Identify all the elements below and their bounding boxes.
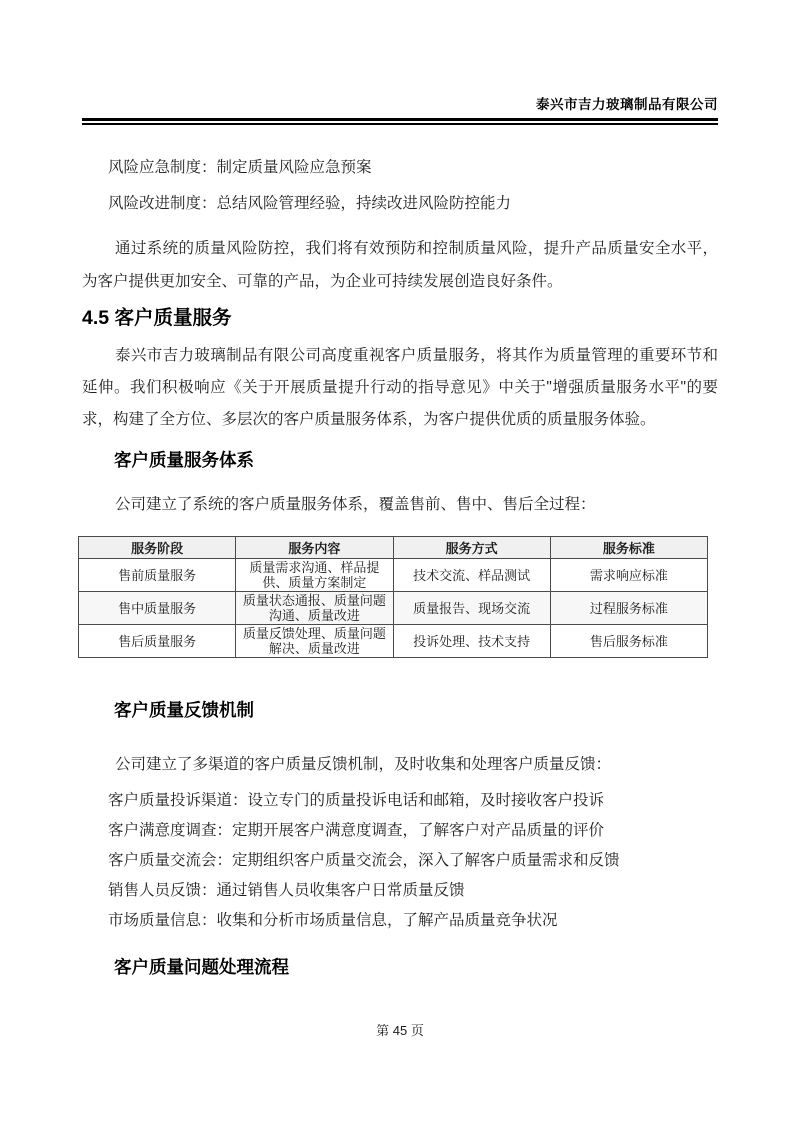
risk-line-emergency: 风险应急制度：制定质量风险应急预案: [108, 159, 372, 176]
feedback-item-satisfaction-survey: 客户满意度调查：定期开展客户满意度调查，了解客户对产品质量的评价: [108, 822, 605, 839]
header-company-name: 泰兴市吉力玻璃制品有限公司: [536, 97, 718, 112]
feedback-item-market-info: 市场质量信息：收集和分析市场质量信息，了解产品质量竞争状况: [108, 912, 558, 929]
section-intro-paragraph: 泰兴市吉力玻璃制品有限公司高度重视客户质量服务，将其作为质量管理的重要环节和延伸。我们积极响应《关于开展质量提升行动的指导意见》中关于"增强质量服务水平"的要求，构建了全方位、多层次的客户质量服务体系，为客户提供优质的质量服务体验。: [82, 347, 718, 428]
risk-line-improvement: 风险改进制度：总结风险管理经验，持续改进风险防控能力: [108, 195, 512, 212]
header-double-rule: [82, 118, 718, 125]
subsection-heading-service-system: 客户质量服务体系: [114, 450, 254, 470]
section-heading-4-5: 4.5 客户质量服务: [82, 307, 232, 329]
feedback-item-exchange-meeting: 客户质量交流会：定期组织客户质量交流会，深入了解客户质量需求和反馈: [108, 852, 620, 869]
table-header-stage: 服务阶段: [79, 537, 236, 559]
table-cell: 质量反馈处理、质量问题解决、质量改进: [236, 625, 393, 658]
table-cell: 技术交流、样品测试: [393, 559, 550, 592]
service-table: [78, 536, 708, 658]
subsection-heading-problem-process: 客户质量问题处理流程: [114, 957, 289, 977]
feedback-list: [82, 786, 718, 936]
table-cell: 售中质量服务: [79, 592, 236, 625]
table-header-standard: 服务标准: [550, 537, 707, 559]
table-cell: 过程服务标准: [550, 592, 707, 625]
table-cell: 投诉处理、技术支持: [393, 625, 550, 658]
table-cell: 质量状态通报、质量问题沟通、质量改进: [236, 592, 393, 625]
feedback-intro: 公司建立了多渠道的客户质量反馈机制，及时收集和处理客户质量反馈：: [115, 756, 612, 773]
table-cell: 需求响应标准: [550, 559, 707, 592]
table-header-row: [79, 537, 708, 559]
feedback-item-complaint-channel: 客户质量投诉渠道：设立专门的质量投诉电话和邮箱，及时接收客户投诉: [108, 792, 605, 809]
table-row-midsale: [79, 592, 708, 625]
table-row-presale: [79, 559, 708, 592]
subsection-heading-feedback: 客户质量反馈机制: [114, 700, 254, 720]
table-cell: 售后质量服务: [79, 625, 236, 658]
table-header-method: 服务方式: [393, 537, 550, 559]
table-cell: 售后服务标准: [550, 625, 707, 658]
table-cell: 售前质量服务: [79, 559, 236, 592]
page-number: 第 45 页: [376, 1023, 424, 1038]
table-header-content: 服务内容: [236, 537, 393, 559]
table-cell: 质量需求沟通、样品提供、质量方案制定: [236, 559, 393, 592]
table-cell: 质量报告、现场交流: [393, 592, 550, 625]
risk-summary-paragraph: 通过系统的质量风险防控，我们将有效预防和控制质量风险，提升产品质量安全水平，为客户提供更加安全、可靠的产品，为企业可持续发展创造良好条件。: [82, 240, 718, 290]
page-content: [82, 0, 718, 980]
service-system-intro: 公司建立了系统的客户质量服务体系，覆盖售前、售中、售后全过程：: [115, 496, 596, 513]
feedback-item-sales-staff: 销售人员反馈：通过销售人员收集客户日常质量反馈: [108, 882, 465, 899]
table-row-aftersale: [79, 625, 708, 658]
